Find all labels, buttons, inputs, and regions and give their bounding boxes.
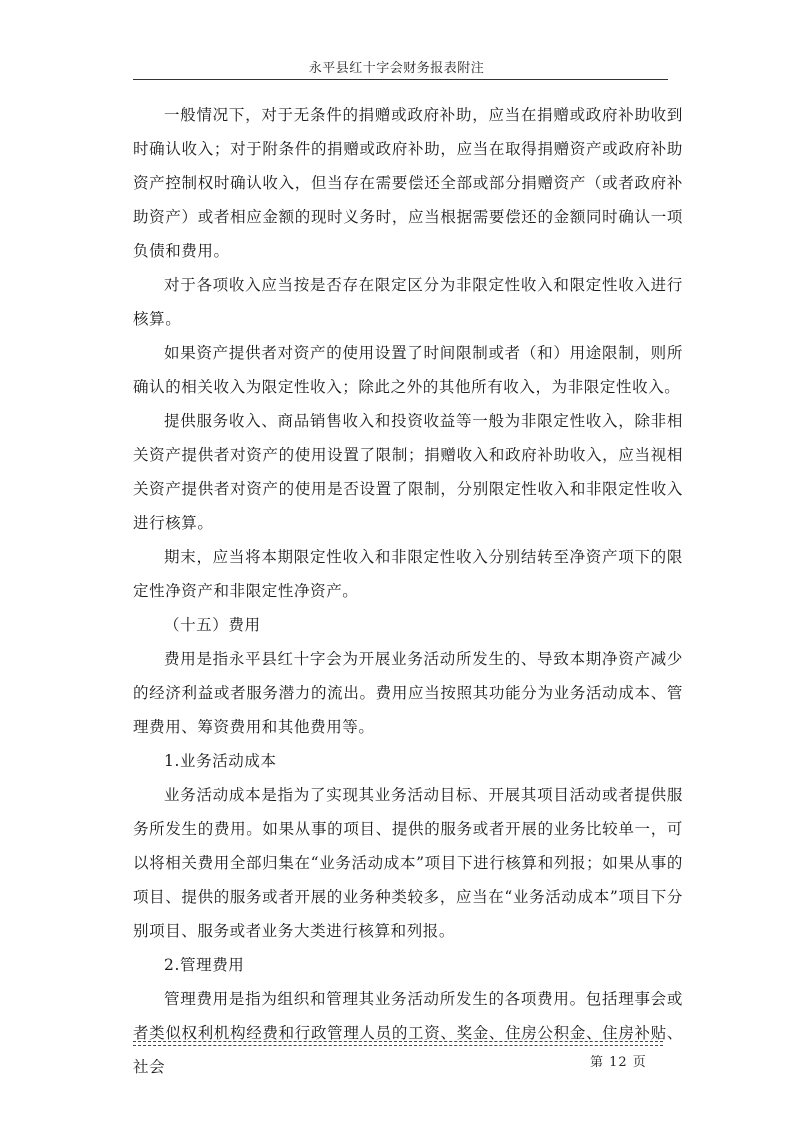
- paragraph-expense-definition: 费用是指永平县红十字会为开展业务活动所发生的、导致本期净资产减少的经济利益或者服务潜力的流出。费用应当按照其功能分为业务活动成本、管理费用、筹资费用和其他费用等。: [133, 650, 683, 736]
- paragraph-business-activity-cost: 业务活动成本是指为了实现其业务活动目标、开展其项目活动或者提供服务所发生的费用。如果从事的项目、提供的服务或者开展的业务比较单一，可以将相关费用全部归集在“业务活动成本”项目下进行核算和列报；如果从事的项目、提供的服务或者开展的业务种类较多，应当在“业务活动成本”项目下分别项目、服务或者业务大类进行核算和列报。: [133, 786, 683, 940]
- document-body: [133, 98, 683, 1084]
- page-header-title: 永平县红十字会财务报表附注: [308, 61, 485, 76]
- header-divider: [133, 79, 668, 80]
- paragraph-revenue-recognition: 一般情况下，对于无条件的捐赠或政府补助，应当在捐赠或政府补助收到时确认收入；对于附条件的捐赠或政府补助，应当在取得捐赠资产或政府补助资产控制权时确认收入，但当存在需要偿还全部或部分捐赠资产（或者政府补助资产）或者相应金额的现时义务时，应当根据需要偿还的金额同时确认一项负债和费用。: [133, 106, 683, 260]
- paragraph-service-revenue: 提供服务收入、商品销售收入和投资收益等一般为非限定性收入，除非相关资产提供者对资产的使用设置了限制；捐赠收入和政府补助收入，应当视相关资产提供者对资产的使用是否设置了限制，分别限定性收入和非限定性收入进行核算。: [133, 412, 683, 532]
- page-number: 第 12 页: [590, 1055, 647, 1070]
- paragraph-revenue-classification: 对于各项收入应当按是否存在限定区分为非限定性收入和限定性收入进行核算。: [133, 276, 683, 328]
- subheading-business-activity-cost: 1.业务活动成本: [164, 752, 277, 770]
- paragraph-restricted-revenue: 如果资产提供者对资产的使用设置了时间限制或者（和）用途限制，则所确认的相关收入为限定性收入；除此之外的其他所有收入，为非限定性收入。: [133, 344, 683, 396]
- footer-divider-bottom: [133, 1045, 663, 1046]
- paragraph-period-end: 期末，应当将本期限定性收入和非限定性收入分别结转至净资产项下的限定性净资产和非限定性净资产。: [133, 548, 683, 600]
- paragraph-management-expense: 管理费用是指为组织和管理其业务活动所发生的各项费用。包括理事会或者类似权利机构经费和行政管理人员的工资、奖金、住房公积金、住房补贴、社会: [133, 990, 683, 1076]
- subheading-management-expense: 2.管理费用: [164, 956, 245, 974]
- section-heading-expenses: （十五）费用: [164, 616, 261, 634]
- footer-divider-top: [133, 1041, 663, 1042]
